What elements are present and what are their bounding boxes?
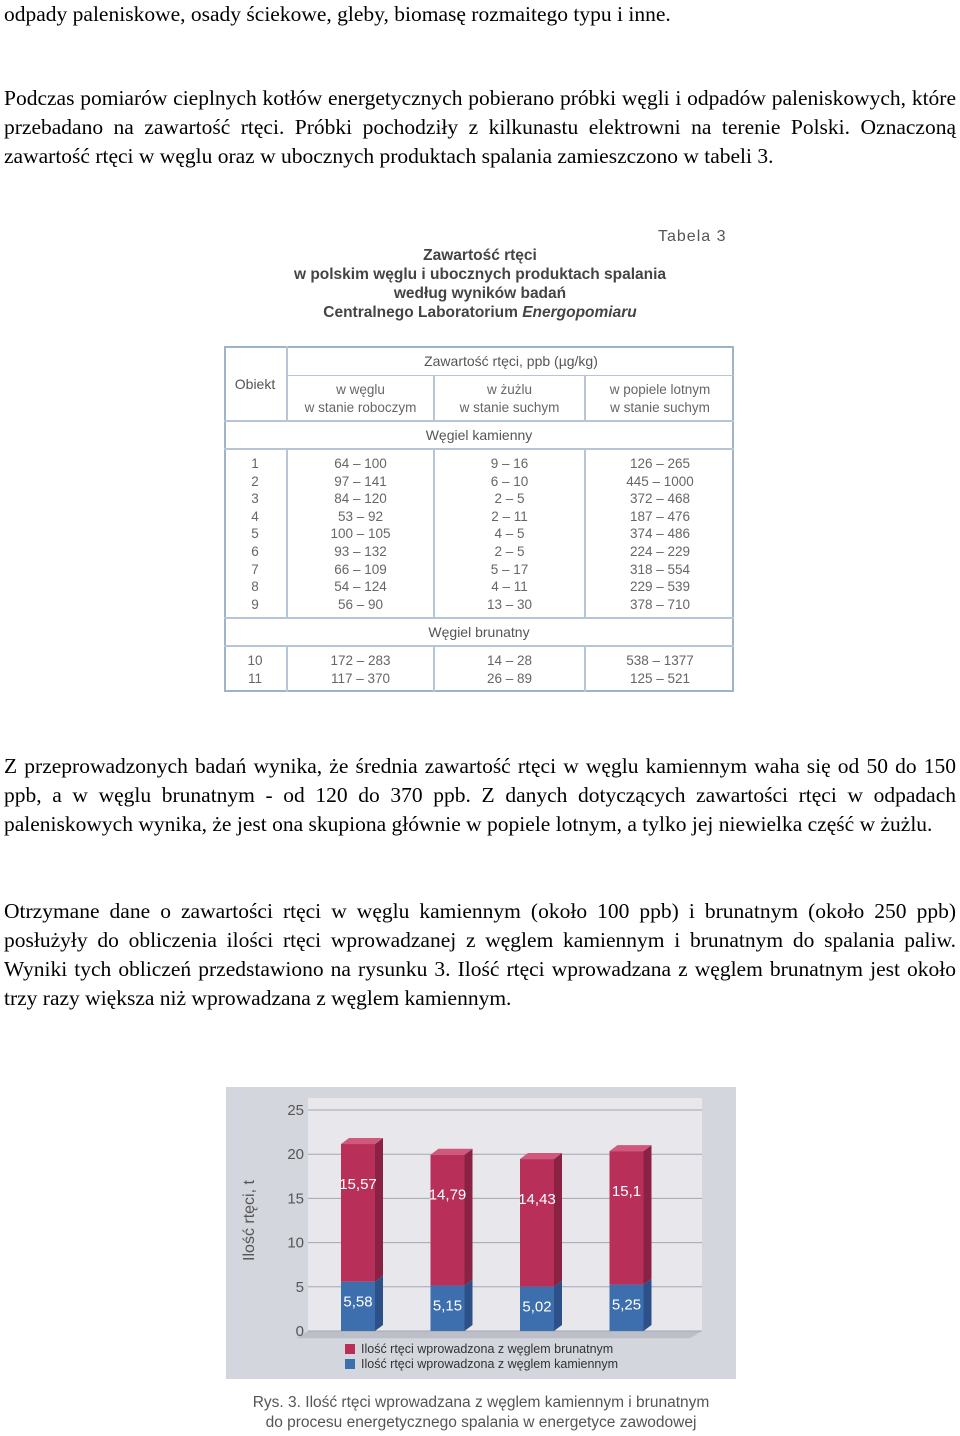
table-col-ash: w popiele lotnym w stanie suchym [609,382,711,415]
table-rule [287,375,734,376]
table-rule [224,617,734,619]
data-label-hard-coal: 5,25 [611,1296,642,1314]
table-rule [224,448,734,450]
table-coal-hard-coal: 64 – 100 97 – 141 84 – 120 53 – 92 100 – 105 93 – 132 66 – 109 54 – 124 56 – 90 [330,456,391,612]
mercury-chart [226,1087,736,1379]
table-rule [224,420,734,422]
paragraph-sampling: Podczas pomiarów cieplnych kotłów energetycznych pobierano próbki węgli i odpadów paleniskowych, które przebadano na zawartość rtęci. Próbki pochodziły z kilkunastu elektrowni na terenie Polski. Oznaczoną zawartość rtęci w węglu oraz w ubocznych produktach spalania zamieszczono w tabeli 3. [4,86,956,168]
legend-item-lignite: Ilość rtęci wprowadzona z węglem brunatnym [345,1342,613,1356]
y-tick-label: 5 [295,1278,304,1296]
table-ash-hard-coal: 126 – 265 445 – 1000 372 – 468 187 – 476 374 – 486 224 – 229 318 – 554 229 – 539 378 – 710 [626,456,694,612]
bar-hard-coal-side [644,1279,652,1331]
y-tick-label: 10 [287,1234,304,1252]
bar-lignite-side [375,1138,383,1282]
paragraph-findings: Z przeprowadzonych badań wynika, że średnia zawartość rtęci w węglu kamiennym waha się od 50 do 150 ppb, a w węglu brunatnym - od 120 do 370 ppb. Z danych dotyczących zawartości rtęci w odpadach paleniskowych wynika, że jest ona skupiona głównie w popiele lotnym, a tylko jej niewielka część w żużlu. [4,754,956,836]
table-label: Tabela 3 [658,228,727,245]
data-label-hard-coal: 5,15 [432,1297,463,1315]
bar-lignite-side [644,1145,652,1284]
bar-lignite-side [554,1153,562,1287]
legend-swatch-lignite [345,1344,355,1354]
data-label-hard-coal: 5,02 [522,1298,552,1316]
data-label-lignite: 15,1 [611,1183,642,1201]
bar-lignite [520,1159,554,1287]
bar-hard-coal-side [554,1281,562,1331]
paragraph-intro-end: odpady paleniskowe, osady ściekowe, gleby, biomasę rozmaitego typu i inne. [4,2,671,26]
table-rule [224,645,734,647]
table-section-lignite: Węgiel brunatny [428,624,530,640]
bar-lignite-side [465,1149,473,1286]
bar-hard-coal-side [465,1279,473,1331]
table-objects-lignite: 10 11 [247,653,263,686]
y-tick-label: 25 [287,1102,304,1119]
data-label-lignite: 14,43 [518,1191,556,1209]
table-title: Zawartość rtęci w polskim węglu i ubocznych produktach spalania według wyników badań Centralnego Laboratorium Energopomiaru [293,247,667,321]
legend-swatch-hard-coal [345,1359,355,1369]
bar-lignite [428,1155,467,1286]
table-col-slag: w żużlu w stanie suchym [459,382,560,415]
paragraph-calculation: Otrzymane dane o zawartości rtęci w węglu kamiennym (około 100 ppb) i brunatnym (około 250 ppb) posłużyły do obliczenia ilości rtęci wprowadzanej z węglem kamiennym i brunatnym do spalania paliw. Wyniki tych obliczeń przedstawiono na rysunku 3. Ilość rtęci wprowadzana z węglem brunatnym jest około trzy razy większa niż wprowadzana z węglem kamiennym. [4,899,956,1010]
data-label-lignite: 15,57 [339,1176,377,1194]
bar-lignite [610,1151,644,1284]
table-section-hard-coal: Węgiel kamienny [425,427,533,443]
figure-caption: Rys. 3. Ilość rtęci wprowadzana z węglem kamiennym i brunatnym do procesu energetycznego spalania w energetyce zawodowej [252,1394,710,1431]
table-slag-lignite: 14 – 28 26 – 89 [486,653,533,686]
y-tick-label: 20 [287,1146,304,1164]
table-coal-lignite: 172 – 283 117 – 370 [330,653,391,686]
table-col-coal: w węglu w stanie roboczym [304,382,417,415]
table-ash-lignite: 538 – 1377 125 – 521 [626,653,694,686]
data-label-lignite: 14,79 [428,1186,467,1204]
y-tick-label: 0 [295,1323,304,1340]
y-tick-label: 15 [287,1190,304,1208]
table-col-object: Obiekt [234,376,276,392]
table-objects-hard-coal: 1 2 3 4 5 6 7 8 9 [251,456,259,612]
bar-lignite [341,1144,375,1282]
bar-hard-coal-side [375,1276,383,1331]
chart-floor [296,1331,702,1338]
data-label-hard-coal: 5,58 [343,1293,373,1311]
y-axis-title: Ilość rtęci, t [241,1180,258,1261]
table-group-header: Zawartość rtęci, ppb (µg/kg) [424,353,598,369]
table-slag-hard-coal: 9 – 16 6 – 10 2 – 5 2 – 11 4 – 5 2 – 5 5 – 17 4 – 11 13 – 30 [486,456,533,612]
legend-item-hard-coal: Ilość rtęci wprowadzona z węglem kamiennym [345,1357,618,1371]
